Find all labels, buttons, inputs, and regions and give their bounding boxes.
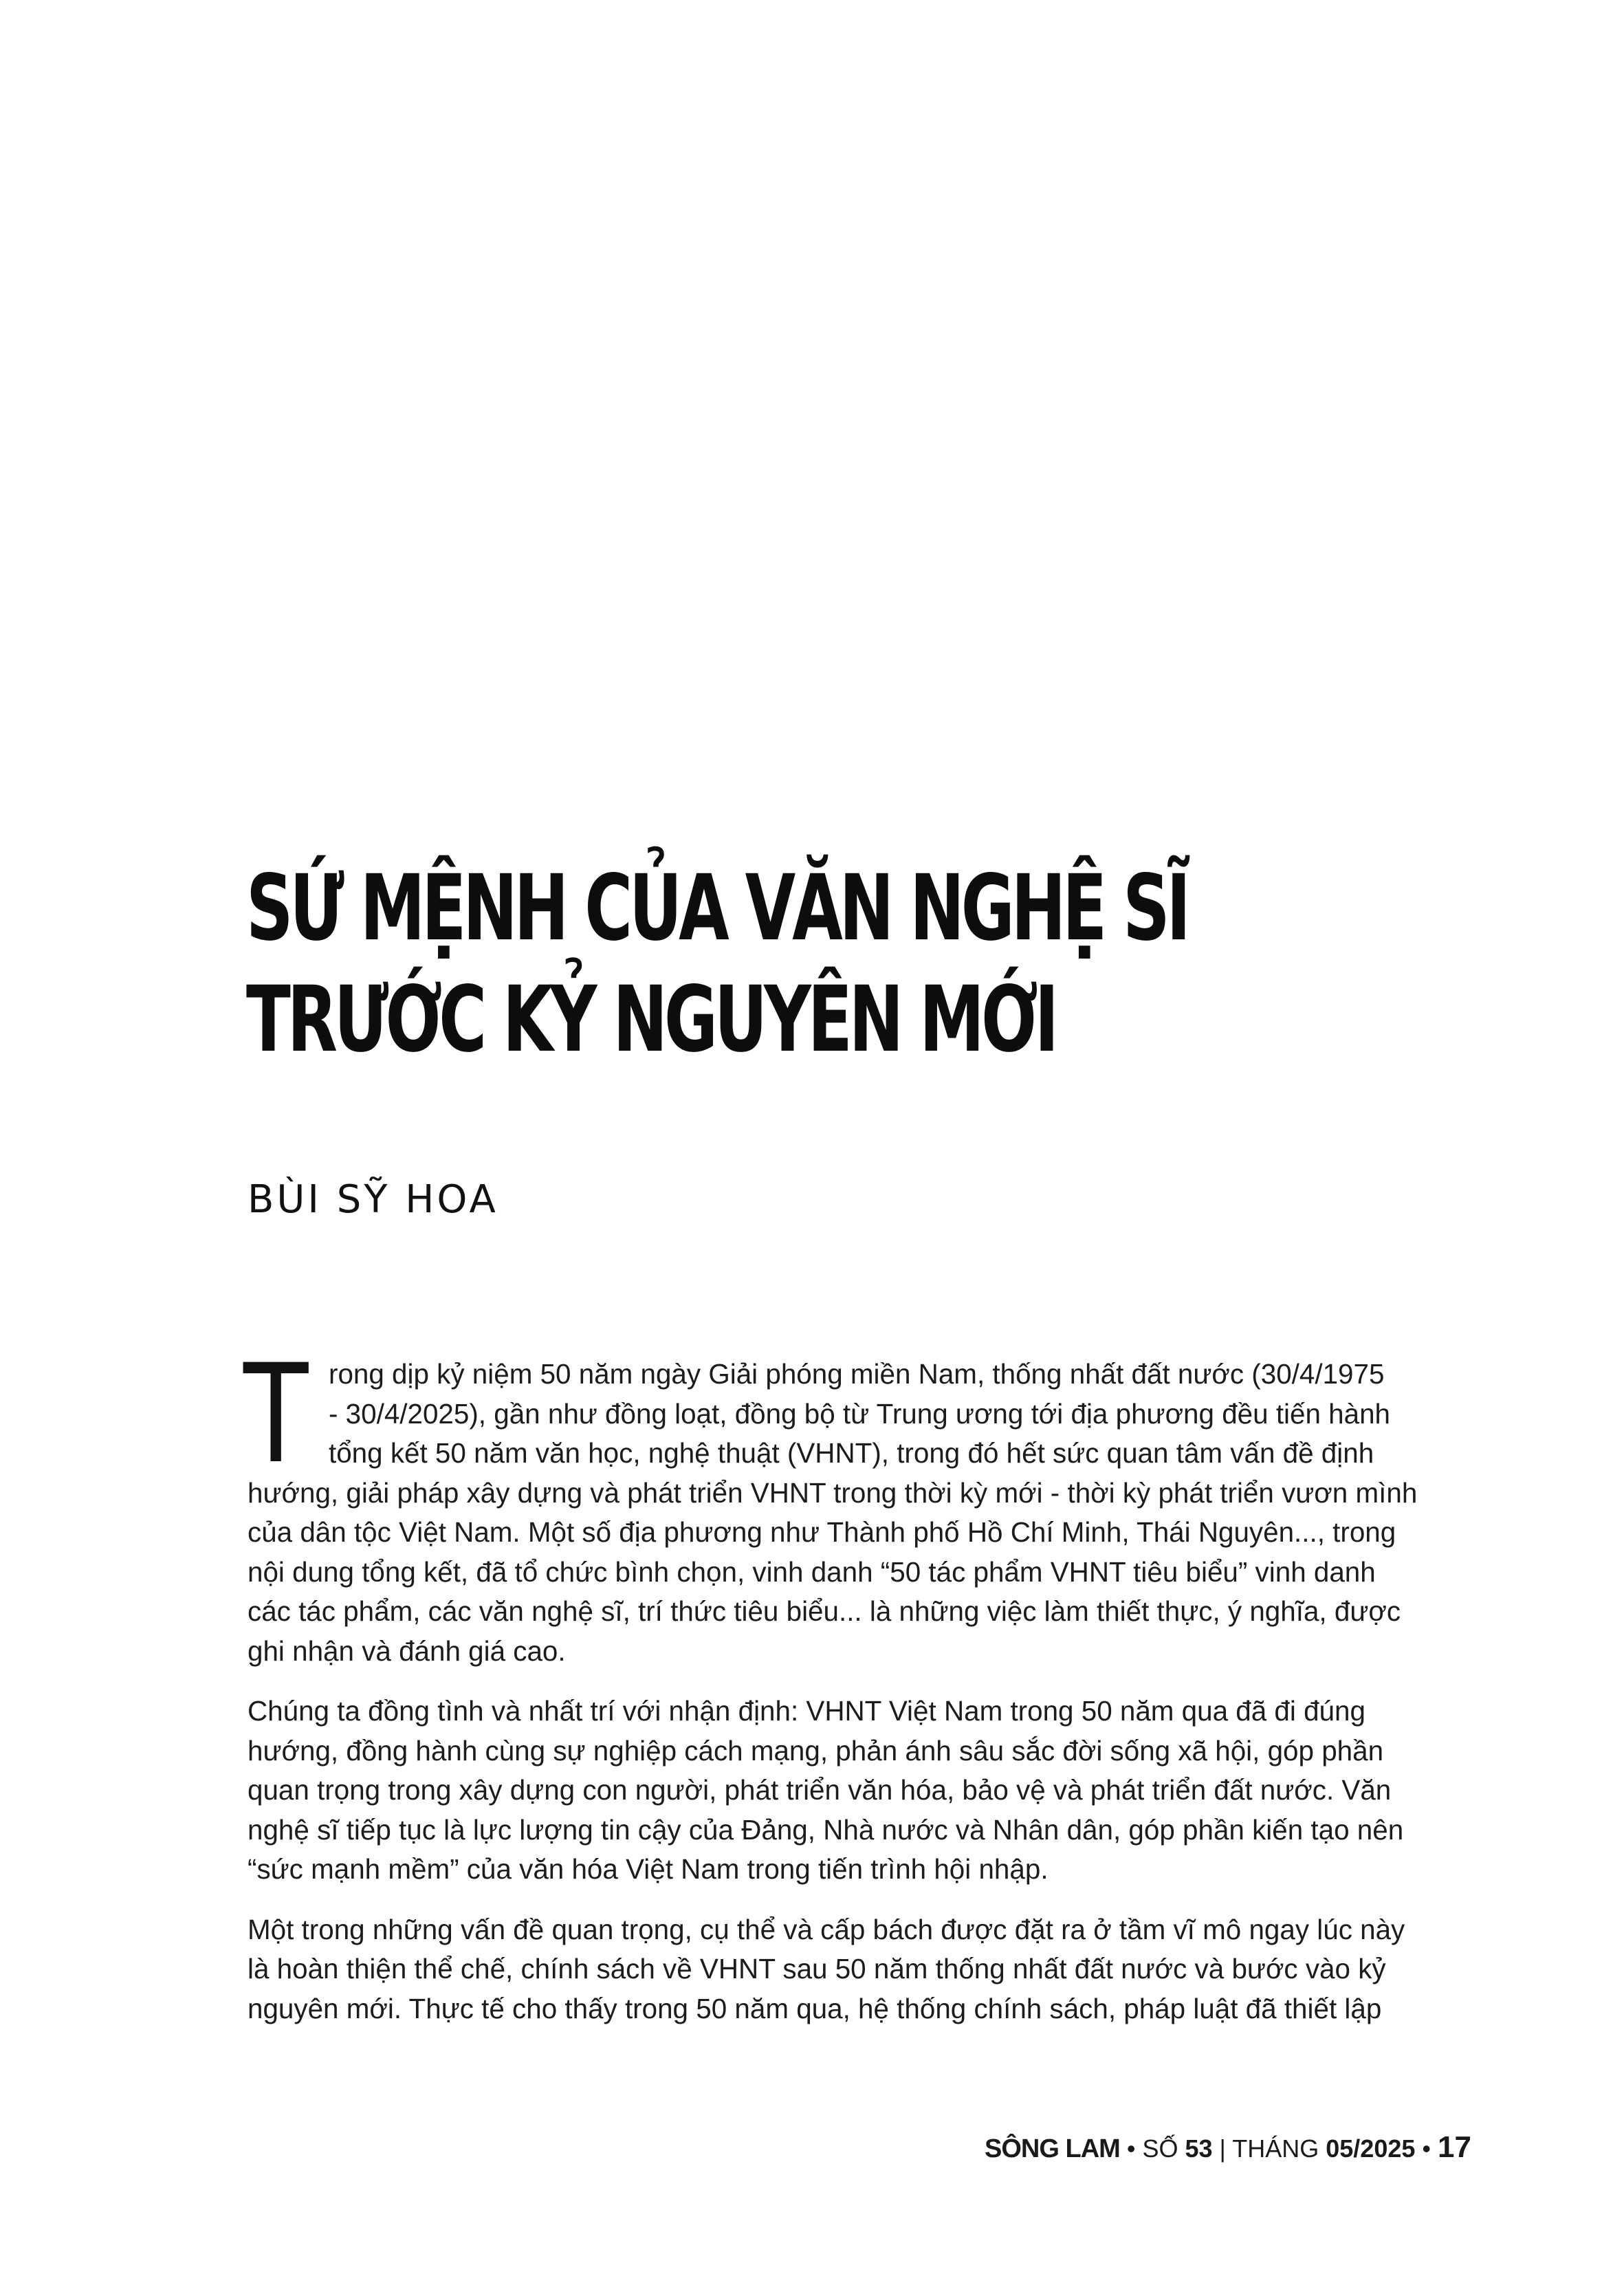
drop-cap: T (243, 1335, 309, 1494)
paragraph-line: ghi nhận và đánh giá cao. (248, 1635, 566, 1667)
issue-label: SỐ (1142, 2134, 1178, 2163)
paragraph-line: - 30/4/2025), gần như đồng loạt, đồng bộ từ Trung ương tới địa phương đều tiến hành (329, 1397, 1391, 1430)
month-value: 05/2025 (1326, 2134, 1416, 2163)
article-title-line-2: TRƯỚC KỶ NGUYÊN MỚI (246, 967, 1056, 1073)
issue-number: 53 (1185, 2134, 1213, 2163)
page-footer (985, 2130, 1471, 2165)
paragraph-line: Một trong những vấn đề quan trọng, cụ thể và cấp bách được đặt ra ở tầm vĩ mô ngay lúc này (248, 1913, 1405, 1945)
month-label: THÁNG (1232, 2134, 1319, 2163)
footer-bullet: • (1422, 2134, 1431, 2163)
paragraph-line: Chúng ta đồng tình và nhất trí với nhận định: VHNT Việt Nam trong 50 năm qua đã đi đúng (248, 1695, 1365, 1727)
paragraph-line: của dân tộc Việt Nam. Một số địa phương như Thành phố Hồ Chí Minh, Thái Nguyên..., trong (248, 1516, 1396, 1548)
paragraph-3 (248, 1910, 1478, 2029)
paragraph-line: rong dịp kỷ niệm 50 năm ngày Giải phóng miền Nam, thống nhất đất nước (30/4/1975 (329, 1358, 1385, 1390)
paragraph-2 (248, 1692, 1478, 1890)
page-number: 17 (1438, 2130, 1471, 2164)
article-title-line-1: SỨ MỆNH CỦA VĂN NGHỆ SĨ (246, 855, 1187, 961)
footer-bullet: • (1126, 2134, 1136, 2163)
paragraph-line: quan trọng trong xây dựng con người, phát triển văn hóa, bảo vệ và phát triển đất nước. Văn (248, 1774, 1392, 1806)
paragraph-line: “sức mạnh mềm” của văn hóa Việt Nam trong tiến trình hội nhập. (248, 1853, 1049, 1885)
paragraph-line: là hoàn thiện thể chế, chính sách về VHNT sau 50 năm thống nhất đất nước và bước vào kỷ (248, 1953, 1386, 1985)
article-author: BÙI SỸ HOA (248, 1177, 498, 1222)
paragraph-line: nghệ sĩ tiếp tục là lực lượng tin cậy của Đảng, Nhà nước và Nhân dân, góp phần kiến tạo nên (248, 1813, 1404, 1846)
paragraph-line: hướng, giải pháp xây dựng và phát triển VHNT trong thời kỳ mới - thời kỳ phát triển vươn mình (248, 1476, 1418, 1509)
paragraph-line: tổng kết 50 năm văn học, nghệ thuật (VHNT), trong đó hết sức quan tâm vấn đề định (329, 1437, 1374, 1469)
paragraph-1 (243, 1335, 1478, 1671)
paragraph-line: các tác phẩm, các văn nghệ sĩ, trí thức tiêu biểu... là những việc làm thiết thực, ý nghĩa, được (248, 1595, 1401, 1627)
article-body (243, 1335, 1478, 2049)
paragraph-line: nguyên mới. Thực tế cho thấy trong 50 năm qua, hệ thống chính sách, pháp luật đã thiết lập (248, 1992, 1382, 2024)
article-title (246, 853, 1187, 1075)
paragraph-line: hướng, đồng hành cùng sự nghiệp cách mạng, phản ánh sâu sắc đời sống xã hội, góp phần (248, 1734, 1384, 1767)
footer-separator: | (1219, 2134, 1226, 2163)
magazine-name: SÔNG LAM (985, 2134, 1120, 2163)
paragraph-line: nội dung tổng kết, đã tổ chức bình chọn, vinh danh “50 tác phẩm VHNT tiêu biểu” vinh danh (248, 1555, 1376, 1588)
